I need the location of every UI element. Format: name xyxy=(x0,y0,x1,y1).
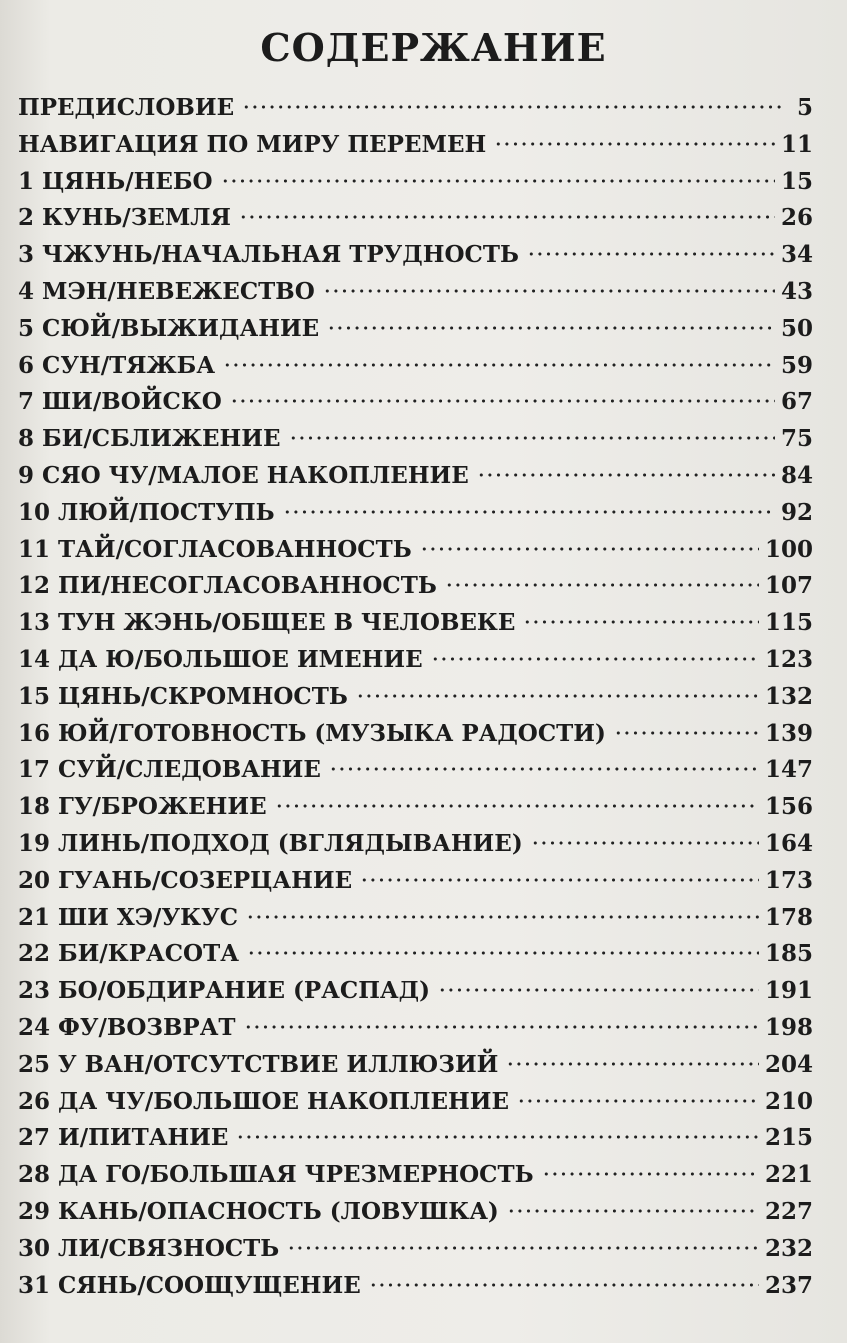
toc-entry xyxy=(18,1231,813,1268)
toc-entry-page-number: 75 xyxy=(780,425,813,453)
toc-entry-page-number: 164 xyxy=(764,829,813,857)
toc-entry-page-number: 107 xyxy=(764,572,813,600)
toc-entry-page-number: 204 xyxy=(764,1050,813,1078)
toc-entry xyxy=(18,752,813,789)
dot-leader xyxy=(360,878,759,882)
toc-entry-title: 7 ШИ/ВОЙСКО xyxy=(18,388,222,416)
dot-leader xyxy=(221,179,775,183)
toc-entry xyxy=(18,679,813,716)
dot-leader xyxy=(507,1209,759,1213)
toc-entry-page-number: 5 xyxy=(796,94,813,121)
toc-entry-title: 25 У ВАН/ОТСУТСТВИЕ ИЛЛЮЗИЙ xyxy=(18,1050,499,1078)
dot-leader xyxy=(477,473,775,477)
toc-entry xyxy=(18,789,813,826)
toc-entry xyxy=(18,127,813,164)
toc-entry-title: 14 ДА Ю/БОЛЬШОЕ ИМЕНИЕ xyxy=(18,645,423,673)
dot-leader xyxy=(289,436,775,440)
toc-entry-title: 22 БИ/КРАСОТА xyxy=(18,940,239,968)
toc-entry-page-number: 147 xyxy=(764,756,813,784)
toc-entry-page-number: 100 xyxy=(764,535,813,563)
dot-leader xyxy=(542,1172,759,1176)
toc-entry xyxy=(18,274,813,311)
toc-entry-page-number: 185 xyxy=(764,940,813,968)
toc-entry-page-number: 15 xyxy=(780,167,813,195)
page-title: СОДЕРЖАНИЕ xyxy=(260,25,607,70)
toc-entry-title: 19 ЛИНЬ/ПОДХОД (ВГЛЯДЫВАНИЕ) xyxy=(18,829,523,857)
toc-entry xyxy=(18,1157,813,1194)
toc-entry-title: 6 СУН/ТЯЖБА xyxy=(18,351,216,379)
toc-entry xyxy=(18,1010,813,1047)
toc-entry-title: 5 СЮЙ/ВЫЖИДАНИЕ xyxy=(18,314,320,342)
toc-entry-page-number: 173 xyxy=(764,866,813,894)
dot-leader xyxy=(369,1283,759,1287)
dot-leader xyxy=(323,289,775,293)
dot-leader xyxy=(242,105,781,109)
toc-entry-page-number: 221 xyxy=(764,1161,813,1189)
toc-entry-title: 1 ЦЯНЬ/НЕБО xyxy=(18,167,213,195)
table-of-contents xyxy=(18,90,813,1304)
toc-entry-page-number: 237 xyxy=(764,1271,813,1299)
dot-leader xyxy=(236,1135,759,1139)
dot-leader xyxy=(230,399,775,403)
toc-entry xyxy=(18,237,813,274)
toc-entry-title: 4 МЭН/НЕВЕЖЕСТВО xyxy=(18,277,315,305)
toc-entry-page-number: 59 xyxy=(780,351,813,379)
toc-entry xyxy=(18,716,813,753)
toc-entry xyxy=(18,164,813,201)
toc-entry xyxy=(18,200,813,237)
toc-entry-title: НАВИГАЦИЯ ПО МИРУ ПЕРЕМЕН xyxy=(18,130,487,158)
dot-leader xyxy=(239,215,775,219)
toc-entry-title: 12 ПИ/НЕСОГЛАСОВАННОСТЬ xyxy=(18,572,437,600)
toc-entry xyxy=(18,311,813,348)
toc-entry-page-number: 215 xyxy=(764,1124,813,1152)
toc-entry xyxy=(18,605,813,642)
toc-entry-title: 10 ЛЮЙ/ПОСТУПЬ xyxy=(18,498,275,526)
toc-entry-title: 29 КАНЬ/ОПАСНОСТЬ (ЛОВУШКА) xyxy=(18,1197,499,1225)
toc-entry-title: 27 И/ПИТАНИЕ xyxy=(18,1124,229,1152)
toc-entry-page-number: 67 xyxy=(780,388,813,416)
toc-entry-page-number: 227 xyxy=(764,1197,813,1225)
toc-entry xyxy=(18,900,813,937)
dot-leader xyxy=(494,142,775,146)
toc-entry xyxy=(18,495,813,532)
toc-entry xyxy=(18,1268,813,1305)
toc-entry-title: 15 ЦЯНЬ/СКРОМНОСТЬ xyxy=(18,682,348,710)
toc-entry-page-number: 34 xyxy=(780,241,813,269)
toc-entry-title: 11 ТАЙ/СОГЛАСОВАННОСТЬ xyxy=(18,535,412,563)
toc-entry xyxy=(18,1047,813,1084)
toc-entry-page-number: 50 xyxy=(780,314,813,342)
toc-entry-title: 20 ГУАНЬ/СОЗЕРЦАНИЕ xyxy=(18,866,353,894)
toc-entry-page-number: 198 xyxy=(764,1013,813,1041)
dot-leader xyxy=(329,767,759,771)
toc-entry-page-number: 139 xyxy=(764,719,813,747)
toc-entry-title: 28 ДА ГО/БОЛЬШАЯ ЧРЕЗМЕРНОСТЬ xyxy=(18,1161,534,1189)
toc-entry xyxy=(18,642,813,679)
toc-entry-title: 16 ЮЙ/ГОТОВНОСТЬ (МУЗЫКА РАДОСТИ) xyxy=(18,719,606,747)
dot-leader xyxy=(247,951,759,955)
toc-entry xyxy=(18,421,813,458)
dot-leader xyxy=(431,657,759,661)
toc-entry-page-number: 115 xyxy=(764,609,813,637)
dot-leader xyxy=(223,363,775,367)
toc-entry-page-number: 11 xyxy=(780,130,813,158)
toc-entry xyxy=(18,936,813,973)
toc-entry-page-number: 191 xyxy=(764,977,813,1005)
toc-entry-title: 23 БО/ОБДИРАНИЕ (РАСПАД) xyxy=(18,977,431,1005)
toc-entry-title: 26 ДА ЧУ/БОЛЬШОЕ НАКОПЛЕНИЕ xyxy=(18,1087,510,1115)
toc-entry xyxy=(18,1120,813,1157)
toc-entry xyxy=(18,568,813,605)
toc-entry-page-number: 232 xyxy=(764,1234,813,1262)
toc-entry-page-number: 92 xyxy=(780,498,813,526)
dot-leader xyxy=(283,510,775,514)
toc-entry xyxy=(18,826,813,863)
toc-entry-title: 21 ШИ ХЭ/УКУС xyxy=(18,903,239,931)
toc-entry-title: 9 СЯО ЧУ/МАЛОЕ НАКОПЛЕНИЕ xyxy=(18,461,469,489)
toc-entry-title: 8 БИ/СБЛИЖЕНИЕ xyxy=(18,425,281,453)
toc-entry xyxy=(18,348,813,385)
dot-leader xyxy=(244,1025,759,1029)
dot-leader xyxy=(246,915,759,919)
toc-entry-title: 24 ФУ/ВОЗВРАТ xyxy=(18,1013,236,1041)
dot-leader xyxy=(356,694,759,698)
toc-entry-page-number: 210 xyxy=(764,1087,813,1115)
toc-entry-page-number: 178 xyxy=(764,903,813,931)
toc-entry xyxy=(18,532,813,569)
toc-entry-page-number: 43 xyxy=(780,277,813,305)
dot-leader xyxy=(275,804,759,808)
toc-entry-page-number: 156 xyxy=(764,793,813,821)
dot-leader xyxy=(445,583,759,587)
dot-leader xyxy=(614,731,759,735)
dot-leader xyxy=(287,1246,759,1250)
dot-leader xyxy=(517,1099,759,1103)
toc-entry-title: 31 СЯНЬ/СООЩУЩЕНИЕ xyxy=(18,1271,361,1299)
toc-entry xyxy=(18,1194,813,1231)
toc-entry-title: 2 КУНЬ/ЗЕМЛЯ xyxy=(18,204,231,232)
toc-entry-title: 30 ЛИ/СВЯЗНОСТЬ xyxy=(18,1234,280,1262)
toc-entry xyxy=(18,1084,813,1121)
toc-entry-page-number: 132 xyxy=(764,682,813,710)
dot-leader xyxy=(531,841,759,845)
toc-entry-title: ПРЕДИСЛОВИЕ xyxy=(18,94,235,121)
toc-entry xyxy=(18,90,813,127)
toc-entry-title: 3 ЧЖУНЬ/НАЧАЛЬНАЯ ТРУДНОСТЬ xyxy=(18,241,519,269)
toc-entry-page-number: 84 xyxy=(780,461,813,489)
toc-entry xyxy=(18,863,813,900)
dot-leader xyxy=(327,326,775,330)
toc-entry-title: 18 ГУ/БРОЖЕНИЕ xyxy=(18,793,267,821)
dot-leader xyxy=(506,1062,759,1066)
toc-entry xyxy=(18,458,813,495)
toc-entry xyxy=(18,384,813,421)
dot-leader xyxy=(523,620,759,624)
toc-entry-page-number: 123 xyxy=(764,645,813,673)
toc-entry-title: 17 СУЙ/СЛЕДОВАНИЕ xyxy=(18,756,321,784)
dot-leader xyxy=(527,252,775,256)
dot-leader xyxy=(420,547,759,551)
dot-leader xyxy=(438,988,759,992)
toc-entry-page-number: 26 xyxy=(780,204,813,232)
toc-entry xyxy=(18,973,813,1010)
toc-entry-title: 13 ТУН ЖЭНЬ/ОБЩЕЕ В ЧЕЛОВЕКЕ xyxy=(18,609,516,637)
